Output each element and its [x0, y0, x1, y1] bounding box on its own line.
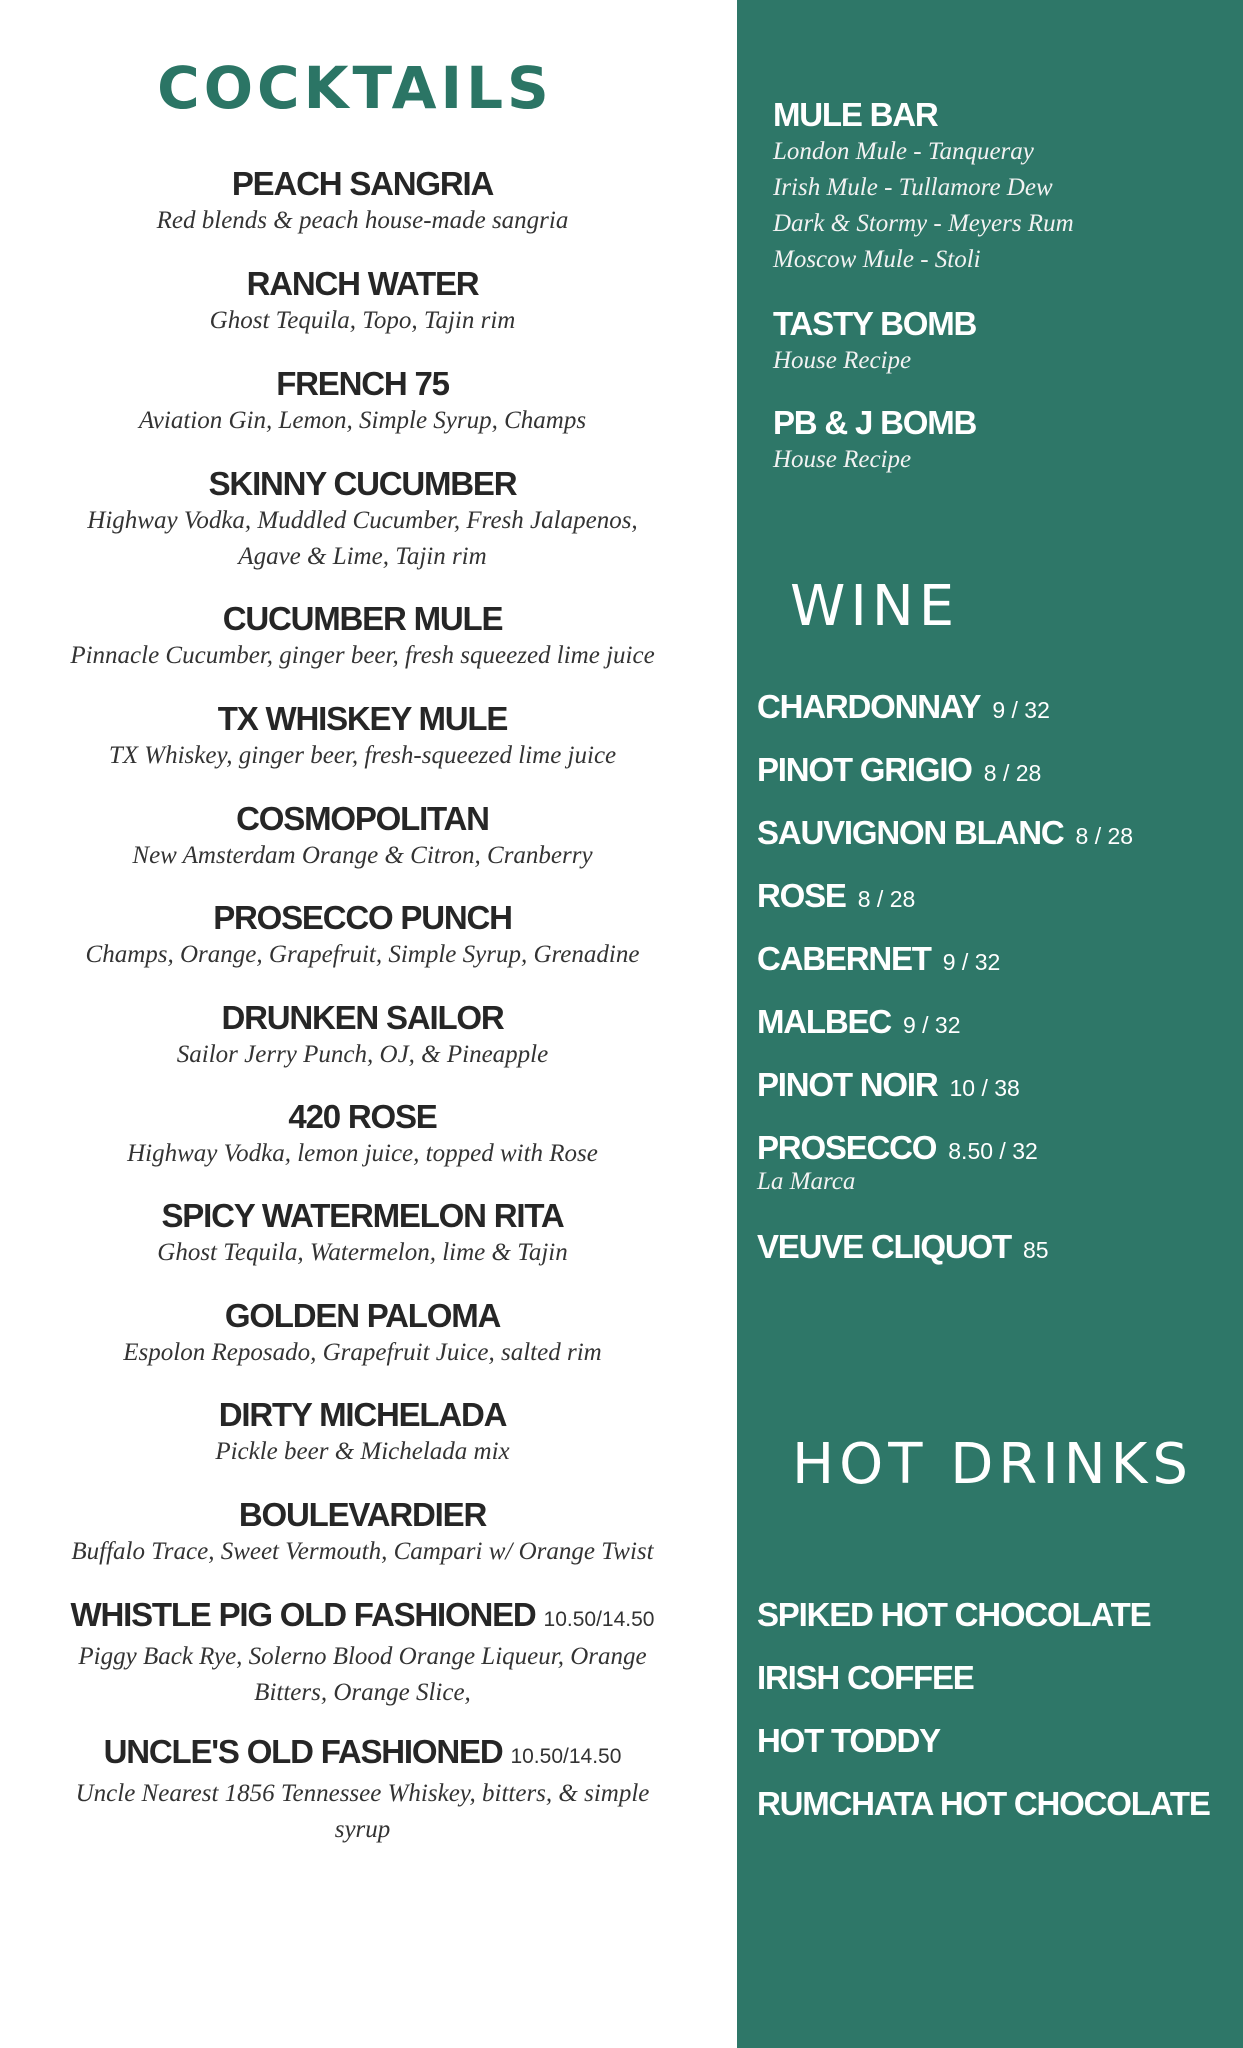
wine-price: 85 — [1022, 1237, 1049, 1263]
cocktail-name-row — [30, 1596, 695, 1639]
hot-drink-item: HOT TODDY — [757, 1722, 940, 1759]
cocktail-item — [30, 1197, 695, 1271]
cocktail-name: RANCH WATER — [246, 265, 479, 302]
cocktail-item — [30, 165, 695, 239]
cocktail-price: 10.50/14.50 — [543, 1608, 655, 1631]
cocktail-item — [30, 700, 695, 774]
wine-price: 9 / 32 — [902, 1012, 961, 1038]
wine-item — [757, 1066, 1227, 1104]
wine-price: 8.50 / 32 — [948, 1138, 1038, 1164]
wine-item — [757, 751, 1227, 789]
wine-name: VEUVE CLIQUOT — [757, 1228, 1011, 1265]
bomb-name: PB & J BOMB — [773, 404, 977, 441]
cocktail-name: COSMOPOLITAN — [236, 800, 489, 837]
cocktail-name: 420 ROSE — [288, 1098, 437, 1135]
cocktail-item — [30, 1496, 695, 1570]
wine-name: PINOT NOIR — [757, 1066, 938, 1103]
mule-bar-section — [773, 96, 1213, 278]
cocktail-desc: Pickle beer & Michelada mix — [215, 1438, 510, 1465]
wine-name: PROSECCO — [757, 1129, 937, 1166]
mule-bar-line: Dark & Stormy - Meyers Rum — [773, 210, 1074, 237]
wine-price: 8 / 28 — [983, 760, 1042, 786]
bomb-desc: House Recipe — [773, 446, 912, 473]
wine-producer: La Marca — [757, 1168, 856, 1195]
cocktail-desc: Pinnacle Cucumber, ginger beer, fresh squeezed lime juice — [70, 642, 655, 669]
cocktail-desc: Ghost Tequila, Topo, Tajin rim — [209, 307, 516, 334]
wine-price: 8 / 28 — [1075, 823, 1134, 849]
hot-drink-item: IRISH COFFEE — [757, 1659, 974, 1696]
cocktail-desc: Aviation Gin, Lemon, Simple Syrup, Champs — [138, 407, 587, 434]
cocktail-item — [30, 600, 695, 674]
cocktail-name: CUCUMBER MULE — [222, 600, 503, 637]
cocktail-name: SKINNY CUCUMBER — [208, 465, 517, 502]
cocktail-item — [30, 365, 695, 439]
cocktail-name: TX WHISKEY MULE — [217, 700, 508, 737]
cocktail-item — [30, 1733, 695, 1848]
cocktail-item — [30, 999, 695, 1073]
cocktail-desc-line2: syrup — [334, 1816, 391, 1843]
cocktail-desc: Champs, Orange, Grapefruit, Simple Syrup, Grenadine — [85, 941, 640, 968]
cocktail-desc: Sailor Jerry Punch, OJ, & Pineapple — [176, 1041, 549, 1068]
cocktail-name: GOLDEN PALOMA — [224, 1297, 501, 1334]
cocktail-desc: Espolon Reposado, Grapefruit Juice, salted rim — [123, 1339, 602, 1366]
wine-price: 9 / 32 — [942, 949, 1001, 975]
wine-price: 10 / 38 — [949, 1075, 1020, 1101]
cocktail-desc: Ghost Tequila, Watermelon, lime & Tajin — [157, 1239, 568, 1266]
wine-item — [757, 688, 1227, 726]
bomb-item — [773, 404, 1213, 478]
wine-item — [757, 814, 1227, 852]
cocktail-name: DRUNKEN SAILOR — [221, 999, 504, 1036]
cocktail-desc: Red blends & peach house-made sangria — [156, 207, 569, 234]
wine-title: WINE — [790, 574, 960, 639]
mule-bar-line: London Mule - Tanqueray — [773, 138, 1034, 165]
cocktail-item — [30, 899, 695, 973]
cocktail-name-row — [30, 1733, 695, 1776]
cocktail-item — [30, 1297, 695, 1371]
wine-name: SAUVIGNON BLANC — [757, 814, 1064, 851]
cocktail-item — [30, 1098, 695, 1172]
cocktail-name: PEACH SANGRIA — [231, 165, 494, 202]
cocktail-desc: Piggy Back Rye, Solerno Blood Orange Liqueur, Orange — [78, 1643, 647, 1670]
cocktail-item — [30, 1396, 695, 1470]
cocktail-desc: TX Whiskey, ginger beer, fresh-squeezed lime juice — [108, 742, 617, 769]
wine-name: ROSE — [757, 877, 846, 914]
wine-item — [757, 877, 1227, 915]
wine-item — [757, 1228, 1227, 1266]
cocktail-desc: Uncle Nearest 1856 Tennessee Whiskey, bitters, & simple — [75, 1780, 650, 1807]
cocktail-name: PROSECCO PUNCH — [213, 899, 512, 936]
wine-price: 8 / 28 — [857, 886, 916, 912]
cocktail-item — [30, 800, 695, 874]
hot-drinks-title: HOT DRINKS — [792, 1432, 1193, 1497]
wine-name: CHARDONNAY — [757, 688, 981, 725]
mule-bar-title: MULE BAR — [773, 96, 938, 133]
cocktail-name: SPICY WATERMELON RITA — [161, 1197, 564, 1234]
mule-bar-line: Moscow Mule - Stoli — [773, 246, 981, 273]
hot-drink-item: SPIKED HOT CHOCOLATE — [757, 1596, 1151, 1633]
wine-item — [757, 1129, 1227, 1197]
mule-bar-line: Irish Mule - Tullamore Dew — [773, 174, 1053, 201]
bomb-name: TASTY BOMB — [773, 305, 977, 342]
cocktail-name: FRENCH 75 — [276, 365, 449, 402]
bomb-desc: House Recipe — [773, 347, 912, 374]
bomb-item — [773, 305, 1213, 379]
cocktail-price: 10.50/14.50 — [510, 1745, 622, 1768]
cocktail-desc: Buffalo Trace, Sweet Vermouth, Campari w/ Orange Twist — [71, 1538, 654, 1565]
wine-price: 9 / 32 — [992, 697, 1050, 723]
cocktail-item — [30, 1596, 695, 1711]
wine-item — [757, 1003, 1227, 1041]
cocktail-desc: New Amsterdam Orange & Citron, Cranberry — [132, 842, 593, 869]
cocktail-item — [30, 465, 695, 575]
cocktail-name: UNCLE'S OLD FASHIONED — [103, 1733, 503, 1770]
cocktail-desc-line2: Bitters, Orange Slice, — [254, 1679, 471, 1706]
wine-name: PINOT GRIGIO — [757, 751, 972, 788]
cocktail-desc: Highway Vodka, Muddled Cucumber, Fresh Jalapenos, — [87, 507, 638, 534]
wine-name: CABERNET — [757, 940, 931, 977]
cocktail-desc-line2: Agave & Lime, Tajin rim — [238, 543, 487, 570]
cocktail-item — [30, 265, 695, 339]
cocktail-desc: Highway Vodka, lemon juice, topped with Rose — [127, 1140, 598, 1167]
cocktails-title: COCKTAILS — [157, 54, 553, 122]
wine-item — [757, 940, 1227, 978]
cocktail-name: WHISTLE PIG OLD FASHIONED — [70, 1596, 536, 1633]
wine-name: MALBEC — [757, 1003, 891, 1040]
cocktail-name: DIRTY MICHELADA — [218, 1396, 507, 1433]
cocktail-name: BOULEVARDIER — [238, 1496, 487, 1533]
hot-drink-item: RUMCHATA HOT CHOCOLATE — [757, 1785, 1210, 1822]
